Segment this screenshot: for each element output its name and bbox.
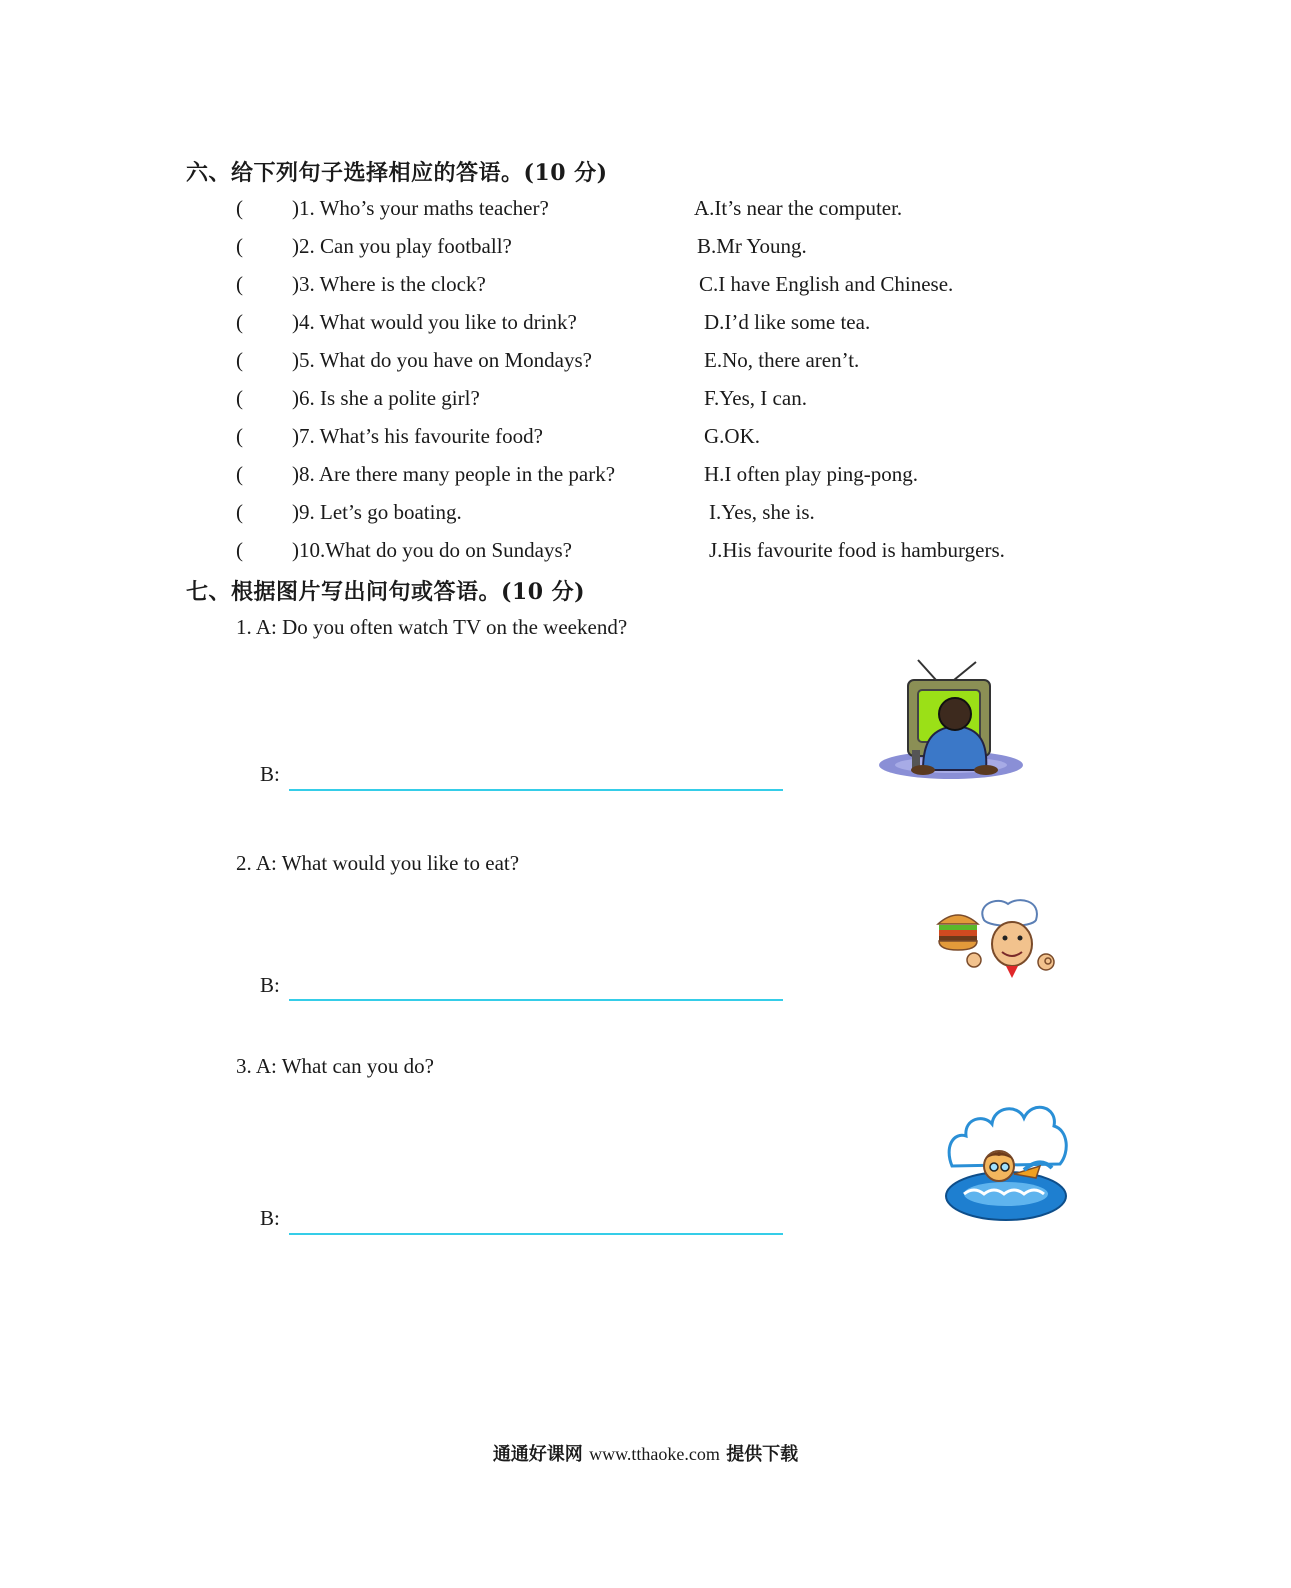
answer-write-line[interactable]	[289, 999, 783, 1001]
answer-blank[interactable]: (	[236, 272, 243, 296]
question-row	[236, 348, 1096, 378]
answer-blank[interactable]: (	[236, 538, 243, 562]
page-footer	[0, 1440, 1291, 1466]
boy-swimming-icon	[944, 1096, 1070, 1222]
question-row	[236, 310, 1096, 340]
question-text: )6. Is she a polite girl?	[292, 386, 480, 410]
section-6-title: 六、给下列句子选择相应的答语。(10 分)	[186, 160, 608, 186]
question-row	[236, 272, 1096, 302]
answer-option: C.I have English and Chinese.	[699, 272, 954, 296]
answer-blank[interactable]: (	[236, 462, 243, 486]
picture-question: 1. A: Do you often watch TV on the weekend?	[236, 615, 628, 639]
question-text: )5. What do you have on Mondays?	[292, 348, 592, 372]
answer-blank[interactable]: (	[236, 310, 243, 334]
boy-watching-tv-icon	[878, 658, 1024, 780]
question-text: )9. Let’s go boating.	[292, 500, 462, 524]
answer-option: I.Yes, she is.	[709, 500, 815, 524]
answer-option: J.His favourite food is hamburgers.	[709, 538, 1005, 562]
question-text: )4. What would you like to drink?	[292, 310, 577, 334]
question-row	[236, 462, 1096, 492]
question-row	[236, 424, 1096, 454]
question-text: )10.What do you do on Sundays?	[292, 538, 572, 562]
footer-url[interactable]: www.tthaoke.com	[589, 1444, 720, 1464]
question-row	[236, 234, 1096, 264]
picture-question: 3. A: What can you do?	[236, 1054, 434, 1078]
answer-option: G.OK.	[704, 424, 760, 448]
answer-option: F.Yes, I can.	[704, 386, 807, 410]
question-row	[236, 196, 1096, 226]
answer-label: B:	[260, 762, 280, 786]
answer-blank[interactable]: (	[236, 196, 243, 220]
question-row	[236, 386, 1096, 416]
answer-label: B:	[260, 973, 280, 997]
answer-blank[interactable]: (	[236, 234, 243, 258]
question-text: )7. What’s his favourite food?	[292, 424, 543, 448]
question-row	[236, 538, 1096, 568]
answer-option: D.I’d like some tea.	[704, 310, 871, 334]
answer-option: E.No, there aren’t.	[704, 348, 860, 372]
answer-write-line[interactable]	[289, 1233, 783, 1235]
question-text: )1. Who’s your maths teacher?	[292, 196, 549, 220]
section-7-title: 七、根据图片写出问句或答语。(10 分)	[186, 579, 586, 605]
question-text: )3. Where is the clock?	[292, 272, 486, 296]
answer-write-line[interactable]	[289, 789, 783, 791]
question-row	[236, 500, 1096, 530]
footer-suffix: 提供下载	[726, 1444, 799, 1465]
answer-option: A.It’s near the computer.	[694, 196, 903, 220]
question-text: )8. Are there many people in the park?	[292, 462, 616, 486]
picture-question: 2. A: What would you like to eat?	[236, 851, 520, 875]
answer-blank[interactable]: (	[236, 348, 243, 372]
question-text: )2. Can you play football?	[292, 234, 512, 258]
answer-blank[interactable]: (	[236, 424, 243, 448]
answer-option: H.I often play ping-pong.	[704, 462, 919, 486]
answer-blank[interactable]: (	[236, 500, 243, 524]
chef-hamburger-icon	[936, 898, 1060, 980]
answer-label: B:	[260, 1206, 280, 1230]
answer-blank[interactable]: (	[236, 386, 243, 410]
answer-option: B.Mr Young.	[697, 234, 807, 258]
footer-site-name: 通通好课网	[492, 1444, 583, 1465]
